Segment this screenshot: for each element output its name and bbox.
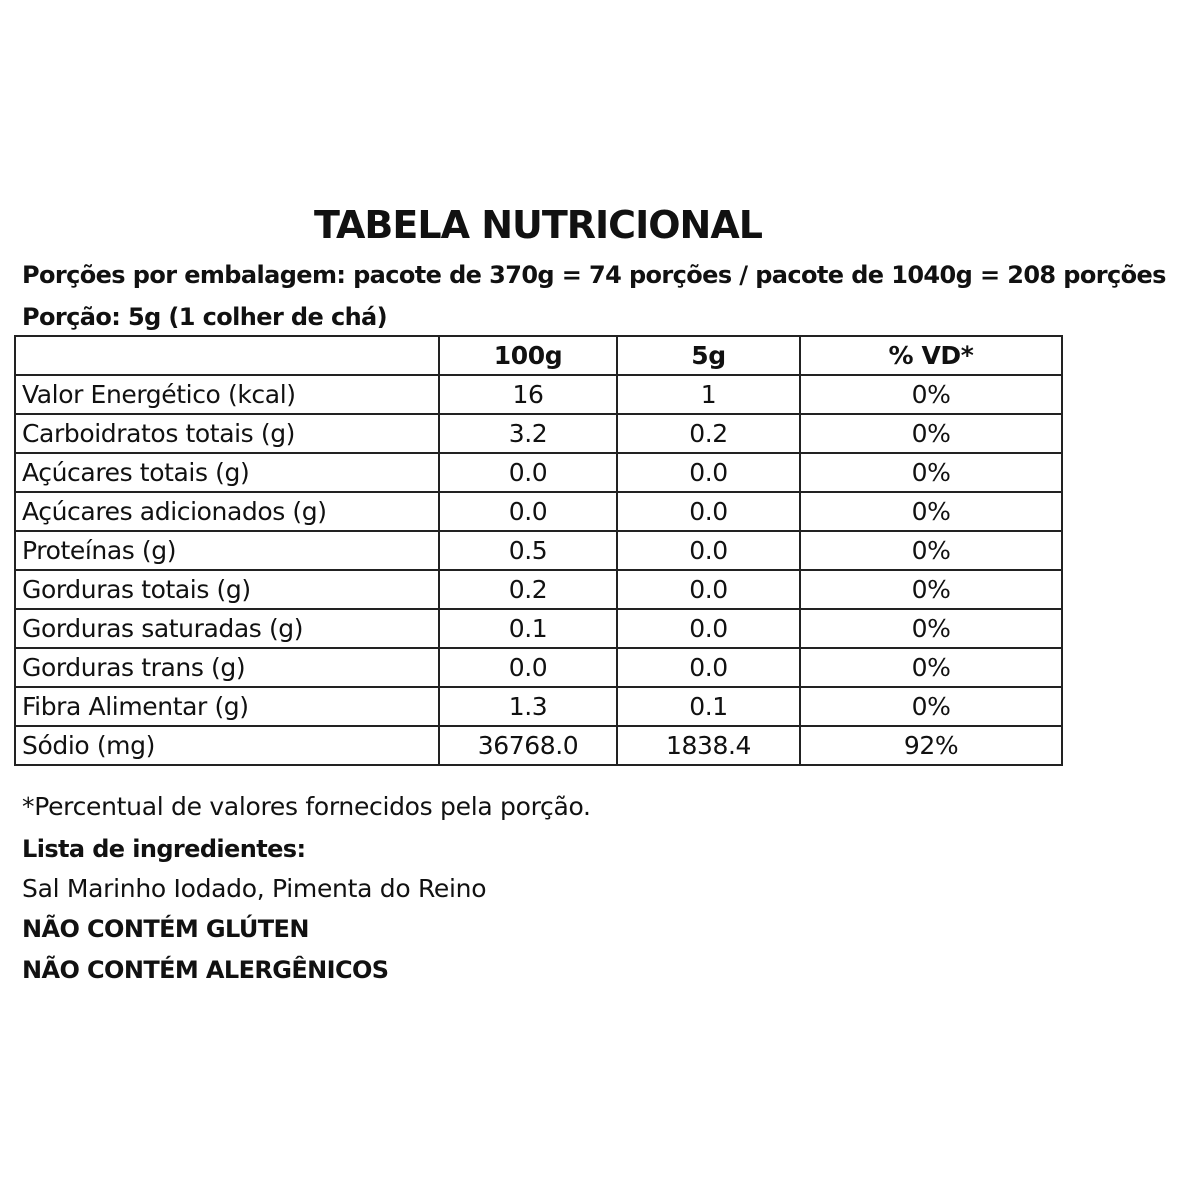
value-per-100g: 36768.0 — [439, 726, 617, 765]
nutrient-name: Açúcares totais (g) — [15, 453, 439, 492]
table-row — [15, 609, 1062, 648]
value-per-100g: 0.5 — [439, 531, 617, 570]
servings-per-package: Porções por embalagem: pacote de 370g = 74 porções / pacote de 1040g = 208 porções — [22, 261, 1166, 289]
table-row — [15, 726, 1062, 765]
value-vd: 0% — [800, 492, 1062, 531]
table-header-row — [15, 336, 1062, 375]
table-row — [15, 453, 1062, 492]
nutrition-table — [14, 335, 1063, 766]
value-vd: 0% — [800, 648, 1062, 687]
nutrient-name: Gorduras totais (g) — [15, 570, 439, 609]
table-row — [15, 687, 1062, 726]
table-row — [15, 570, 1062, 609]
value-per-100g: 0.1 — [439, 609, 617, 648]
value-per-100g: 3.2 — [439, 414, 617, 453]
value-per-portion: 0.0 — [617, 648, 800, 687]
table-row — [15, 531, 1062, 570]
nutrient-name: Carboidratos totais (g) — [15, 414, 439, 453]
value-per-portion: 0.0 — [617, 609, 800, 648]
table-row — [15, 492, 1062, 531]
value-per-portion: 0.0 — [617, 453, 800, 492]
value-per-portion: 0.0 — [617, 570, 800, 609]
portion-size: Porção: 5g (1 colher de chá) — [22, 303, 388, 331]
value-vd: 92% — [800, 726, 1062, 765]
vd-footnote: *Percentual de valores fornecidos pela porção. — [22, 792, 591, 821]
page-title: TABELA NUTRICIONAL — [314, 203, 762, 247]
nutrient-name: Gorduras saturadas (g) — [15, 609, 439, 648]
header-nutrient — [15, 336, 439, 375]
gluten-warning: NÃO CONTÉM GLÚTEN — [22, 915, 309, 943]
nutrient-name: Açúcares adicionados (g) — [15, 492, 439, 531]
value-per-portion: 0.2 — [617, 414, 800, 453]
value-vd: 0% — [800, 609, 1062, 648]
value-vd: 0% — [800, 570, 1062, 609]
table-row — [15, 414, 1062, 453]
header-per-100g: 100g — [439, 336, 617, 375]
value-per-100g: 0.2 — [439, 570, 617, 609]
value-vd: 0% — [800, 375, 1062, 414]
ingredients-list: Sal Marinho Iodado, Pimenta do Reino — [22, 874, 487, 903]
nutrient-name: Gorduras trans (g) — [15, 648, 439, 687]
table-row — [15, 648, 1062, 687]
value-per-100g: 0.0 — [439, 648, 617, 687]
header-per-portion: 5g — [617, 336, 800, 375]
allergen-warning: NÃO CONTÉM ALERGÊNICOS — [22, 956, 389, 984]
nutrient-name: Sódio (mg) — [15, 726, 439, 765]
value-vd: 0% — [800, 687, 1062, 726]
table-row — [15, 375, 1062, 414]
value-per-100g: 16 — [439, 375, 617, 414]
value-vd: 0% — [800, 414, 1062, 453]
value-per-portion: 0.1 — [617, 687, 800, 726]
value-per-100g: 0.0 — [439, 492, 617, 531]
value-per-portion: 1 — [617, 375, 800, 414]
value-per-portion: 0.0 — [617, 492, 800, 531]
value-per-100g: 0.0 — [439, 453, 617, 492]
value-vd: 0% — [800, 453, 1062, 492]
nutrient-name: Valor Energético (kcal) — [15, 375, 439, 414]
header-vd: % VD* — [800, 336, 1062, 375]
value-per-portion: 1838.4 — [617, 726, 800, 765]
value-per-portion: 0.0 — [617, 531, 800, 570]
ingredients-title: Lista de ingredientes: — [22, 835, 306, 863]
nutrient-name: Proteínas (g) — [15, 531, 439, 570]
value-vd: 0% — [800, 531, 1062, 570]
nutrient-name: Fibra Alimentar (g) — [15, 687, 439, 726]
value-per-100g: 1.3 — [439, 687, 617, 726]
